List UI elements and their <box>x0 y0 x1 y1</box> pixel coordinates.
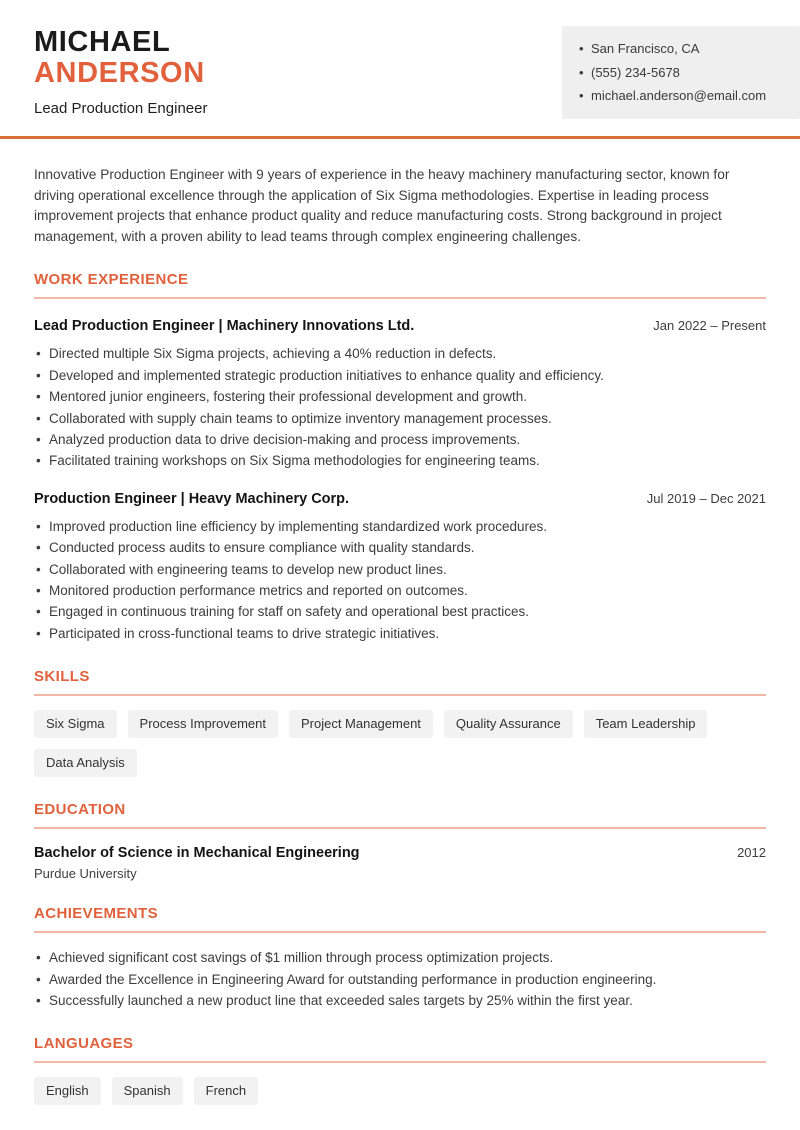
job-dates: Jan 2022 – Present <box>653 318 766 334</box>
education-header <box>34 845 766 861</box>
header-job-title: Lead Production Engineer <box>34 100 208 117</box>
skill-tag: Process Improvement <box>128 710 278 738</box>
skill-tag: Project Management <box>289 710 433 738</box>
job-header <box>34 491 766 507</box>
job-bullet-item: • Collaborated with supply chain teams to optimize inventory management processes. <box>34 408 766 429</box>
section-work-experience <box>34 271 766 644</box>
skill-tag: Quality Assurance <box>444 710 573 738</box>
job-header <box>34 318 766 334</box>
section-rule <box>34 931 766 933</box>
education-entry <box>34 845 766 881</box>
contact-list <box>578 37 786 108</box>
skill-tag: Team Leadership <box>584 710 708 738</box>
job-bullet-item: • Participated in cross-functional teams to drive strategic initiatives. <box>34 623 766 644</box>
section-rule <box>34 694 766 696</box>
section-education <box>34 801 766 881</box>
section-heading-skills: SKILLS <box>34 668 90 686</box>
job-bullet-item: • Directed multiple Six Sigma projects, achieving a 40% reduction in defects. <box>34 343 766 364</box>
job-bullet-item: • Engaged in continuous training for staff on safety and operational best practices. <box>34 601 766 622</box>
school-name: Purdue University <box>34 866 137 882</box>
language-tag-list <box>34 1077 766 1105</box>
contact-item: • San Francisco, CA <box>578 37 786 61</box>
job-entry <box>34 491 766 644</box>
job-bullet-list <box>34 516 766 644</box>
achievement-list <box>34 947 766 1011</box>
job-dates: Jul 2019 – Dec 2021 <box>646 490 766 506</box>
job-bullet-item: • Analyzed production data to drive decision-making and process improvements. <box>34 429 766 450</box>
job-bullet-item: • Monitored production performance metrics and reported on outcomes. <box>34 580 766 601</box>
contact-item: • (555) 234-5678 <box>578 61 786 85</box>
header <box>0 0 800 136</box>
job-bullet-item: • Collaborated with engineering teams to develop new product lines. <box>34 559 766 580</box>
section-heading-languages: LANGUAGES <box>34 1035 134 1053</box>
contact-item: • michael.anderson@email.com <box>578 84 786 108</box>
job-title: Production Engineer | Heavy Machinery Corp. <box>34 490 350 507</box>
language-tag: French <box>194 1077 258 1105</box>
header-divider <box>0 136 800 139</box>
name-last-line: ANDERSON <box>34 57 205 89</box>
section-heading-education: EDUCATION <box>34 801 126 819</box>
contact-card <box>562 26 800 119</box>
section-rule <box>34 297 766 299</box>
language-tag: English <box>34 1077 101 1105</box>
section-heading-achievements: ACHIEVEMENTS <box>34 905 158 923</box>
achievement-item: • Achieved significant cost savings of $1 million through process optimization projects. <box>34 947 766 968</box>
skill-tag-list <box>34 710 766 777</box>
job-bullet-item: • Developed and implemented strategic production initiatives to enhance quality and efficiency. <box>34 365 766 386</box>
job-bullet-item: • Facilitated training workshops on Six Sigma methodologies for engineering teams. <box>34 450 766 471</box>
section-heading-work-experience: WORK EXPERIENCE <box>34 271 189 289</box>
job-entry <box>34 318 766 471</box>
achievement-item: • Successfully launched a new product line that exceeded sales targets by 25% within the first year. <box>34 990 766 1011</box>
achievement-item: • Awarded the Excellence in Engineering Award for outstanding performance in production engineering. <box>34 969 766 990</box>
job-bullet-item: • Mentored junior engineers, fostering their professional development and growth. <box>34 386 766 407</box>
skill-tag: Data Analysis <box>34 749 137 777</box>
section-achievements <box>34 905 766 1011</box>
graduation-year: 2012 <box>737 845 766 861</box>
degree-title: Bachelor of Science in Mechanical Engineering <box>34 845 360 862</box>
summary-text: Innovative Production Engineer with 9 years of experience in the heavy machinery manufacturing sector, known for driving operational excellence through the application of Six Sigma methodologies. Expertise in leading process improvement projects that enhance product quality and reduce manufacturing costs. Strong background in project management, with a proven ability to lead teams through complex engineering challenges. <box>34 167 730 244</box>
language-tag: Spanish <box>112 1077 183 1105</box>
job-bullet-list <box>34 343 766 471</box>
job-title: Lead Production Engineer | Machinery Innovations Ltd. <box>34 318 415 335</box>
section-languages <box>34 1035 766 1105</box>
name-first-line: MICHAEL <box>34 26 171 58</box>
section-rule <box>34 1061 766 1063</box>
job-bullet-item: • Improved production line efficiency by implementing standardized work procedures. <box>34 516 766 537</box>
resume-body <box>0 165 800 1105</box>
job-bullet-item: • Conducted process audits to ensure compliance with quality standards. <box>34 537 766 558</box>
section-skills <box>34 668 766 777</box>
section-rule <box>34 827 766 829</box>
skill-tag: Six Sigma <box>34 710 117 738</box>
